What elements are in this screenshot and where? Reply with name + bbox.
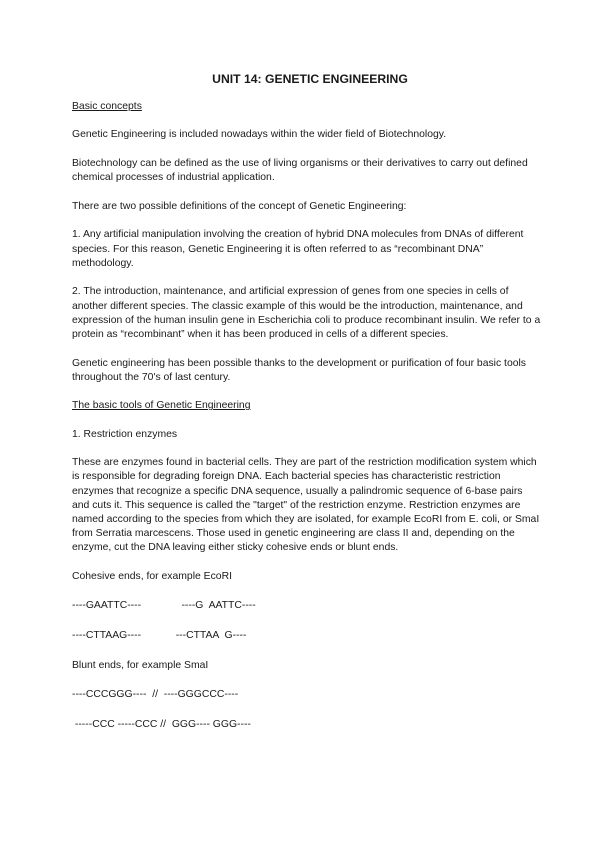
document-title: UNIT 14: GENETIC ENGINEERING [212,72,408,86]
paragraph-restriction-enzymes: These are enzymes found in bacterial cells. They are part of the restriction modification system which is responsible for degrading foreign DNA. Each bacterial species has characteristic restriction enzymes that recognize a specific DNA sequence, usually a palindromic sequence of 6-base pairs and cuts it. This sequence is called the "target" of the restriction enzyme. Restriction enzymes are named according to the species from which they are isolated, for example EcoRI from E. coli, or SmaI from Serratia marcescens. Those used in genetic engineering are class II and, depending on the enzyme, cut the DNA leaving either sticky cohesive ends or blunt ends. [72,457,540,554]
cohesive-sequence-line-1: ----GAATTC---- ----G AATTC---- [72,599,256,611]
paragraph-basic-tools-intro: Genetic engineering has been possible thanks to the development or purification of four basic tools throughout the 70's of last century. [72,357,527,383]
paragraph-definition-2: 2. The introduction, maintenance, and artificial expression of genes from one species in cells of another different species. The classic example of this would be the introduction, maintenance, and expression of the human insulin gene in Escherichia coli to produce recombinant insulin. We refer to a protein as “recombinant” when it has been produced in cells of a different species. [72,286,541,340]
paragraph-intro: Genetic Engineering is included nowadays within the wider field of Biotechnology. [72,129,447,141]
blunt-sequence-line-2: -----CCC -----CCC // GGG---- GGG---- [72,718,251,730]
paragraph-definitions-intro: There are two possible definitions of the concept of Genetic Engineering: [72,200,407,212]
paragraph-biotechnology-definition: Biotechnology can be defined as the use of living organisms or their derivatives to carry out defined chemical processes of industrial application. [72,158,528,184]
blunt-sequence-line-1: ----CCCGGG---- // ----GGGCCC---- [72,688,239,700]
blunt-ends-label: Blunt ends, for example SmaI [72,660,209,671]
cohesive-ends-label: Cohesive ends, for example EcoRI [72,571,232,582]
section-heading-basic-concepts: Basic concepts [72,101,142,113]
section-heading-basic-tools: The basic tools of Genetic Engineering [72,400,251,412]
document-page [72,72,542,748]
cohesive-sequence-line-2: ----CTTAAG---- ---CTTAA G---- [72,629,247,641]
subsection-restriction-enzymes: 1. Restriction enzymes [72,428,178,440]
paragraph-definition-1: 1. Any artificial manipulation involving the creation of hybrid DNA molecules from DNAs of different species. For this reason, Genetic Engineering it is often referred to as “recombinant DNA” methodology. [72,229,524,269]
